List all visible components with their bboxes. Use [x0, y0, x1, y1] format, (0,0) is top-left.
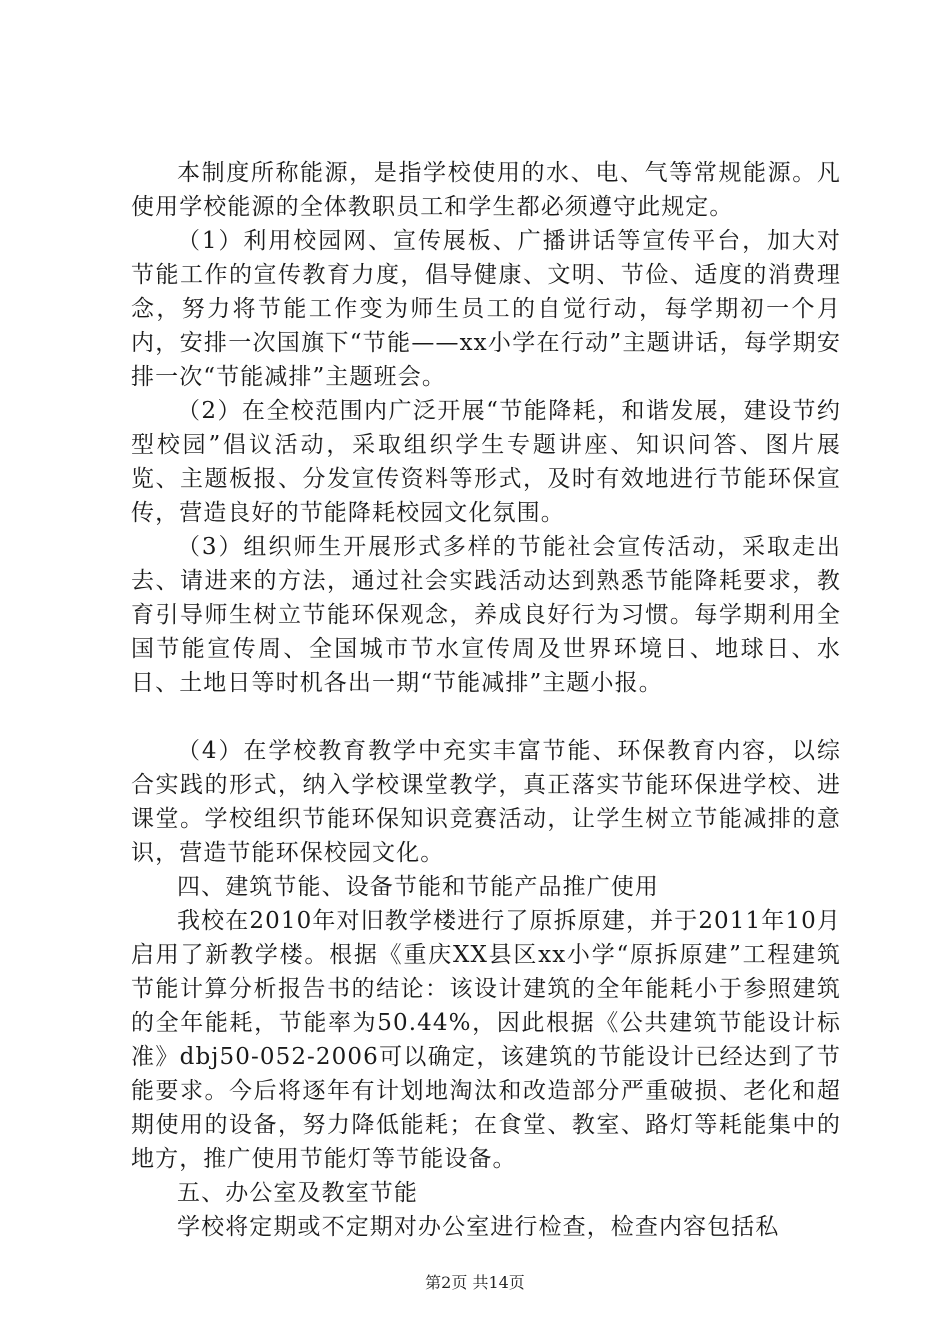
section-heading-office-energy: 五、办公室及教室节能	[177, 1180, 418, 1206]
page-number-footer: 第2页 共14页	[425, 1273, 525, 1292]
paragraph-item-1: （1）利用校园网、宣传展板、广播讲话等宣传平台，加大对节能工作的宣传教育力度，倡导健康、文明、节俭、适度的消费理念，努力将节能工作变为师生员工的自觉行动，每学期初一个月内，安排一次国旗下“节能——xx小学在行动”主题讲话，每学期安排一次“节能减排”主题班会。	[131, 228, 841, 390]
paragraph-energy-definition: 本制度所称能源，是指学校使用的水、电、气等常规能源。凡使用学校能源的全体教职员工和学生都必须遵守此规定。	[131, 160, 841, 220]
paragraph-item-4: （4）在学校教育教学中充实丰富节能、环保教育内容，以综合实践的形式，纳入学校课堂教学，真正落实节能环保进学校、进课堂。学校组织节能环保知识竞赛活动，让学生树立节能减排的意识，营造节能环保校园文化。	[131, 738, 841, 866]
paragraph-building-energy: 我校在2010年对旧教学楼进行了原拆原建，并于2011年10月启用了新教学楼。根据《重庆XX县区xx小学“原拆原建”工程建筑节能计算分析报告书的结论：该设计建筑的全年能耗小于参照建筑的全年能耗，节能率为50.44%，因此根据《公共建筑节能设计标准》dbj50-052-2006可以确定，该建筑的节能设计已经达到了节能要求。今后将逐年有计划地淘汰和改造部分严重破损、老化和超期使用的设备，努力降低能耗；在食堂、教室、路灯等耗能集中的地方，推广使用节能灯等节能设备。	[131, 908, 841, 1172]
paragraph-item-3: （3）组织师生开展形式多样的节能社会宣传活动，采取走出去、请进来的方法，通过社会实践活动达到熟悉节能降耗要求，教育引导师生树立节能环保观念，养成良好行为习惯。每学期利用全国节能宣传周、全国城市节水宣传周及世界环境日、地球日、水日、土地日等时机各出一期“节能减排”主题小报。	[131, 534, 841, 696]
paragraph-item-2: （2）在全校范围内广泛开展“节能降耗，和谐发展，建设节约型校园”倡议活动，采取组织学生专题讲座、知识问答、图片展览、主题板报、分发宣传资料等形式，及时有效地进行节能环保宣传，营造良好的节能降耗校园文化氛围。	[131, 398, 841, 526]
section-heading-building-energy: 四、建筑节能、设备节能和节能产品推广使用	[177, 874, 659, 900]
paragraph-office-inspection: 学校将定期或不定期对办公室进行检查，检查内容包括私	[177, 1214, 780, 1240]
document-body	[131, 156, 841, 1244]
